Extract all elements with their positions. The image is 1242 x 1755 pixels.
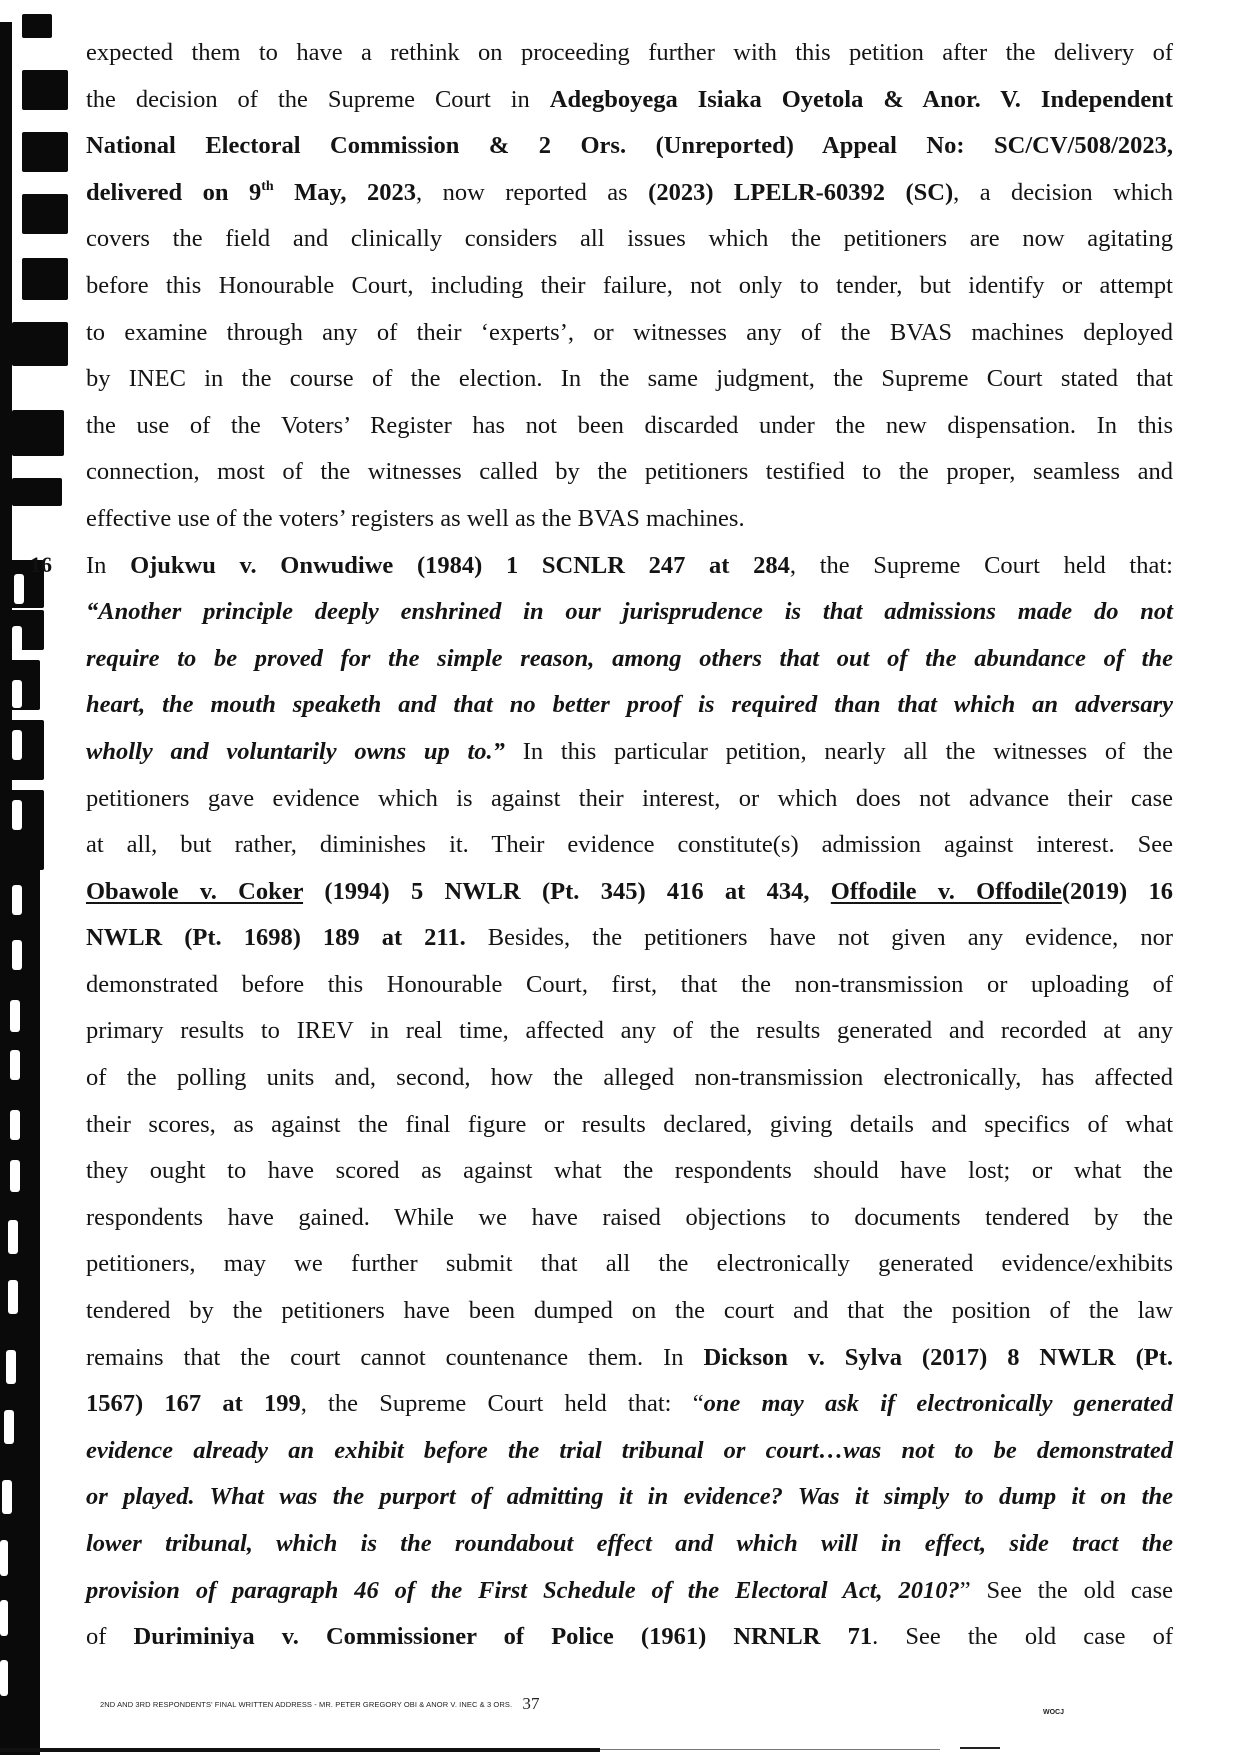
page-number: 37 [522,1694,540,1713]
text-line [86,1288,1173,1335]
text-line [86,1474,1173,1521]
text-line [86,496,1173,543]
text-line [86,170,1173,217]
binding-tab [0,720,44,780]
text-run: In this particular petition, nearly all the witnesses of the [504,737,1174,765]
binding-tab [22,70,68,110]
text-run: In [86,551,131,579]
text-line [86,915,1173,962]
binding-tab [12,410,64,456]
text-line [86,1568,1173,1615]
binding-hole [12,885,22,915]
text-run-bi: heart, the mouth speaketh and that no better proof is required than that which an adversary [86,691,1173,719]
binding-hole [10,1050,20,1080]
text-run: , now reported as [415,178,649,206]
binding-hole [14,574,24,604]
binding-tab [12,478,62,506]
text-run-b: (1994) 5 NWLR (Pt. 345) 416 at 434, [303,877,831,905]
text-run: before this Honourable Court, including their failure, not only to tender, but identify or attempt [86,271,1173,299]
text-run-bi: wholly and voluntarily owns up to.” [86,737,505,765]
text-run: expected them to have a rethink on proceeding further with this petition after the delivery of [86,39,1173,66]
text-run-b: National Electoral Commission & 2 Ors. (Unreported) Appeal No: SC/CV/508/2023, [86,132,1173,160]
binding-hole [2,1480,12,1514]
text-run: respondents have gained. While we have raised objections to documents tendered by the [86,1203,1173,1231]
text-run-bi: evidence already an exhibit before the trial tribunal or court…was not to be demonstrated [86,1436,1173,1464]
text-line [86,403,1173,450]
text-run: . See the old case of [872,1623,1173,1651]
text-run-b: Ojukwu v. Onwudiwe (1984) 1 SCNLR 247 at 284 [130,551,790,579]
text-line [86,1428,1173,1475]
binding-hole [6,1350,16,1384]
text-run-bi: or played. What was the purport of admitting it in evidence? Was it simply to dump it on the [86,1483,1173,1511]
text-run-bi: require to be proved for the simple reason, among others that out of the abundance of the [86,644,1173,672]
comb-binding [0,0,48,1755]
text-line [86,449,1173,496]
text-run: of the polling units and, second, how the alleged non-transmission electronically, has affected [86,1064,1173,1092]
text-run: by INEC in the course of the election. In the same judgment, the Supreme Court stated that [86,365,1173,393]
text-line [86,1614,1173,1661]
text-run-bi: one may ask if electronically generated [703,1390,1173,1418]
text-run: of [86,1623,134,1651]
binding-tab [22,132,68,172]
text-line [86,1335,1173,1382]
text-run: they ought to have scored as against what the respondents should have lost; or what the [86,1157,1173,1185]
binding-hole [12,626,22,652]
bottom-edge-mark [960,1747,1000,1749]
binding-hole [8,1220,18,1254]
binding-hole [12,940,22,970]
binding-tab [12,322,68,366]
text-run-b: Duriminiya v. Commissioner of Police (1961) NRNLR 71 [133,1623,873,1651]
text-line [86,77,1173,124]
text-run: to examine through any of their ‘experts’, or witnesses any of the BVAS machines deployed [86,318,1173,346]
text-run: Besides, the petitioners have not given any evidence, nor [465,924,1173,952]
text-run-b: 1567) 167 at 199 [86,1390,301,1418]
binding-hole [12,680,22,708]
text-run: , the Supreme Court held that: [789,551,1173,579]
running-title: 2ND AND 3RD RESPONDENTS' FINAL WRITTEN ADDRESS - MR. PETER GREGORY OBI & ANOR V. INEC & 3 ORS. [100,1700,513,1709]
text-line [86,263,1173,310]
text-line [86,356,1173,403]
bottom-edge-rule-thin [600,1749,940,1750]
case-citation-link: Obawole v. Coker [86,877,304,905]
text-run: petitioners, may we further submit that all the electronically generated evidence/exhibits [86,1250,1173,1278]
text-run: effective use of the voters’ registers as well as the BVAS machines. [86,504,745,532]
text-run: primary results to IREV in real time, affected any of the results generated and recorded at any [86,1017,1173,1045]
text-line [86,776,1173,823]
binding-hole [12,800,22,830]
text-run-sup: th [261,178,274,194]
text-run: ” See the old case [959,1576,1173,1604]
text-line [86,1381,1173,1428]
bottom-edge-rule [0,1748,600,1752]
text-line [86,123,1173,170]
text-run-b: delivered on 9 [86,178,262,206]
text-line [86,1055,1173,1102]
binding-hole [0,1600,8,1636]
page-footer [100,1694,540,1714]
text-run: connection, most of the witnesses called by the petitioners testified to the proper, seamless and [86,458,1173,486]
text-line [86,216,1173,263]
text-run: , a decision which [953,178,1174,206]
text-line [86,1102,1173,1149]
text-line [86,589,1173,636]
text-run: the use of the Voters’ Register has not been discarded under the new dispensation. In this [86,411,1173,439]
initials: WOCJ [1043,1709,1064,1716]
text-line [86,543,1173,590]
binding-hole [0,1660,8,1696]
text-run: remains that the court cannot countenance them. In [86,1343,704,1371]
binding-tab [22,194,68,234]
text-line [86,682,1173,729]
text-run: demonstrated before this Honourable Court, first, that the non-transmission or uploading of [86,970,1173,998]
text-run-b: Dickson v. Sylva (2017) 8 NWLR (Pt. [703,1343,1173,1371]
paragraph-number: 16 [30,552,52,577]
binding-hole [0,1540,8,1576]
text-line [86,822,1173,869]
text-run-bi: lower tribunal, which is the roundabout effect and which will in effect, side tract the [86,1530,1173,1557]
binding-hole [10,1160,20,1192]
text-line [86,1195,1173,1242]
text-run: tendered by the petitioners have been dumped on the court and that the position of the law [86,1297,1173,1325]
binding-hole [10,1000,20,1032]
text-run: their scores, as against the final figure or results declared, giving details and specifics of what [86,1110,1173,1138]
text-run: covers the field and clinically considers all issues which the petitioners are now agitating [86,225,1173,253]
text-run-b: May, 2023 [273,178,416,206]
binding-tab [22,258,68,300]
text-run-bi: provision of paragraph 46 of the First Schedule of the Electoral Act, 2010? [86,1576,960,1604]
binding-tab [0,610,44,650]
text-line [86,1008,1173,1055]
text-run-b: Adegboyega Isiaka Oyetola & Anor. V. Independent [549,85,1173,113]
text-run-bi: “Another principle deeply enshrined in our jurisprudence is that admissions made do not [86,598,1173,626]
text-run: at all, but rather, diminishes it. Their evidence constitute(s) admission against interest. See [86,831,1173,859]
binding-hole [4,1410,14,1444]
binding-hole [8,1280,18,1314]
binding-hole [10,1110,20,1140]
text-line [86,1521,1173,1568]
text-line [86,1148,1173,1195]
text-run: the decision of the Supreme Court in [86,85,550,113]
text-run-b: (2019) 16 [1061,877,1173,905]
binding-tab [22,14,52,38]
text-line [86,30,1173,77]
text-line [86,729,1173,776]
text-run-b: (2023) LPELR-60392 (SC) [648,178,954,206]
case-citation-link: Offodile v. Offodile [830,877,1062,905]
text-line [86,869,1173,916]
text-line [86,636,1173,683]
text-run-b: NWLR (Pt. 1698) 189 at 211. [86,924,466,952]
text-line [86,962,1173,1009]
text-run: , the Supreme Court held that: “ [300,1390,704,1418]
text-line [86,1241,1173,1288]
body-text [86,30,1173,1661]
text-run: petitioners gave evidence which is against their interest, or which does not advance their case [86,784,1173,812]
binding-tab [0,790,44,870]
text-line [86,310,1173,357]
binding-hole [12,730,22,760]
